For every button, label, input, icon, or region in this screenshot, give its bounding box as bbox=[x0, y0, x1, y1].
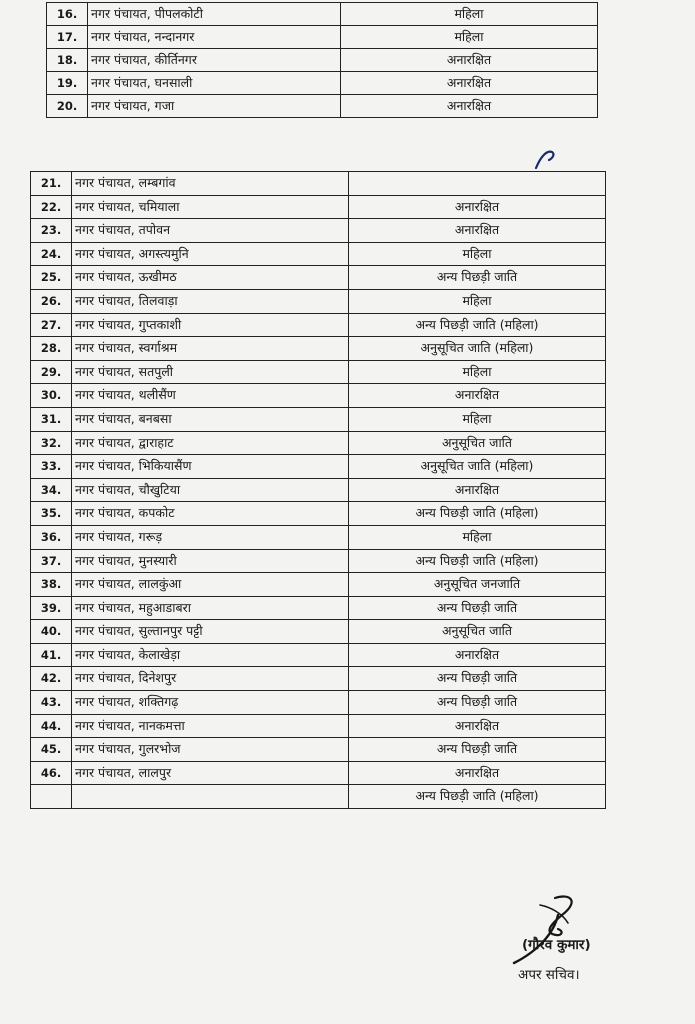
nagar-panchayat-name: नगर पंचायत, नन्दानगर bbox=[88, 26, 341, 49]
nagar-panchayat-name: नगर पंचायत, लालपुर bbox=[72, 761, 349, 785]
table-row bbox=[31, 643, 606, 667]
reservation-status: अनारक्षित bbox=[349, 384, 606, 408]
table-row bbox=[31, 266, 606, 290]
serial-number: 20. bbox=[47, 95, 88, 118]
table-row bbox=[31, 195, 606, 219]
nagar-panchayat-name: नगर पंचायत, गुलरभोज bbox=[72, 738, 349, 762]
table-row bbox=[31, 667, 606, 691]
nagar-panchayat-name: नगर पंचायत, लम्बगांव bbox=[72, 172, 349, 196]
nagar-panchayat-name: नगर पंचायत, चौखुटिया bbox=[72, 478, 349, 502]
table-row bbox=[31, 549, 606, 573]
reservation-status: अनुसूचित जाति bbox=[349, 620, 606, 644]
nagar-panchayat-name: नगर पंचायत, गरूड़ bbox=[72, 525, 349, 549]
serial-number: 39. bbox=[31, 596, 72, 620]
table-row bbox=[31, 502, 606, 526]
nagar-panchayat-name: नगर पंचायत, बनबसा bbox=[72, 407, 349, 431]
serial-number: 33. bbox=[31, 455, 72, 479]
table-row bbox=[47, 49, 598, 72]
nagar-panchayat-name: नगर पंचायत, थलीसैंण bbox=[72, 384, 349, 408]
table-row bbox=[47, 26, 598, 49]
reservation-status: अन्य पिछड़ी जाति (महिला) bbox=[349, 785, 606, 809]
nagar-panchayat-name bbox=[72, 785, 349, 809]
table-row bbox=[31, 219, 606, 243]
nagar-panchayat-name: नगर पंचायत, भिकियासैंण bbox=[72, 455, 349, 479]
reservation-status: अन्य पिछड़ी जाति bbox=[349, 691, 606, 715]
reservation-status: अनारक्षित bbox=[349, 195, 606, 219]
nagar-panchayat-name: नगर पंचायत, सुल्तानपुर पट्टी bbox=[72, 620, 349, 644]
serial-number: 28. bbox=[31, 337, 72, 361]
serial-number: 30. bbox=[31, 384, 72, 408]
serial-number: 17. bbox=[47, 26, 88, 49]
nagar-panchayat-name: नगर पंचायत, पीपलकोटी bbox=[88, 3, 341, 26]
table-row bbox=[31, 455, 606, 479]
table-row bbox=[31, 407, 606, 431]
nagar-panchayat-name: नगर पंचायत, ऊखीमठ bbox=[72, 266, 349, 290]
table-row bbox=[31, 313, 606, 337]
nagar-panchayat-name: नगर पंचायत, कपकोट bbox=[72, 502, 349, 526]
serial-number: 46. bbox=[31, 761, 72, 785]
nagar-panchayat-name: नगर पंचायत, द्वाराहाट bbox=[72, 431, 349, 455]
reservation-status: अनारक्षित bbox=[349, 219, 606, 243]
serial-number: 16. bbox=[47, 3, 88, 26]
serial-number: 40. bbox=[31, 620, 72, 644]
serial-number: 18. bbox=[47, 49, 88, 72]
reservation-status: अनुसूचित जाति (महिला) bbox=[349, 455, 606, 479]
table-row bbox=[47, 95, 598, 118]
nagar-panchayat-name: नगर पंचायत, कीर्तिनगर bbox=[88, 49, 341, 72]
nagar-panchayat-name: नगर पंचायत, अगस्त्यमुनि bbox=[72, 242, 349, 266]
table-row bbox=[31, 384, 606, 408]
nagar-panchayat-name: नगर पंचायत, केलाखेड़ा bbox=[72, 643, 349, 667]
serial-number: 45. bbox=[31, 738, 72, 762]
nagar-panchayat-name: नगर पंचायत, तपोवन bbox=[72, 219, 349, 243]
table-row bbox=[31, 337, 606, 361]
serial-number: 25. bbox=[31, 266, 72, 290]
reservation-status: अन्य पिछड़ी जाति bbox=[349, 738, 606, 762]
reservation-table-part-2 bbox=[30, 171, 606, 809]
reservation-status: महिला bbox=[341, 26, 598, 49]
table-row bbox=[31, 289, 606, 313]
serial-number: 36. bbox=[31, 525, 72, 549]
nagar-panchayat-name: नगर पंचायत, मुनस्यारी bbox=[72, 549, 349, 573]
signatory-name: (गौरव कुमार) bbox=[522, 937, 591, 953]
serial-number: 41. bbox=[31, 643, 72, 667]
table-row bbox=[47, 72, 598, 95]
reservation-status: अन्य पिछड़ी जाति (महिला) bbox=[349, 502, 606, 526]
nagar-panchayat-name: नगर पंचायत, गुप्तकाशी bbox=[72, 313, 349, 337]
reservation-status: अनारक्षित bbox=[349, 478, 606, 502]
nagar-panchayat-name: नगर पंचायत, लालकुंआ bbox=[72, 573, 349, 597]
table-row bbox=[47, 3, 598, 26]
serial-number: 22. bbox=[31, 195, 72, 219]
nagar-panchayat-name: नगर पंचायत, स्वर्गाश्रम bbox=[72, 337, 349, 361]
reservation-status: महिला bbox=[349, 242, 606, 266]
table-row bbox=[31, 431, 606, 455]
nagar-panchayat-name: नगर पंचायत, सतपुली bbox=[72, 360, 349, 384]
reservation-status: अन्य पिछड़ी जाति (महिला) bbox=[349, 549, 606, 573]
reservation-status: महिला bbox=[349, 289, 606, 313]
table-row bbox=[31, 242, 606, 266]
serial-number: 37. bbox=[31, 549, 72, 573]
table-row bbox=[31, 596, 606, 620]
table-row bbox=[31, 360, 606, 384]
reservation-status: अन्य पिछड़ी जाति bbox=[349, 667, 606, 691]
signature-block bbox=[470, 893, 680, 1003]
serial-number: 24. bbox=[31, 242, 72, 266]
nagar-panchayat-name: नगर पंचायत, महुआडाबरा bbox=[72, 596, 349, 620]
table-row bbox=[31, 525, 606, 549]
serial-number: 35. bbox=[31, 502, 72, 526]
table-row bbox=[31, 620, 606, 644]
reservation-status: अनुसूचित जाति bbox=[349, 431, 606, 455]
reservation-status bbox=[349, 172, 606, 196]
nagar-panchayat-name: नगर पंचायत, नानकमत्ता bbox=[72, 714, 349, 738]
table-row bbox=[31, 785, 606, 809]
reservation-status: अन्य पिछड़ी जाति (महिला) bbox=[349, 313, 606, 337]
reservation-status: अनुसूचित जाति (महिला) bbox=[349, 337, 606, 361]
table-row bbox=[31, 761, 606, 785]
serial-number: 23. bbox=[31, 219, 72, 243]
nagar-panchayat-name: नगर पंचायत, शक्तिगढ़ bbox=[72, 691, 349, 715]
reservation-status: अनारक्षित bbox=[349, 761, 606, 785]
serial-number bbox=[31, 785, 72, 809]
serial-number: 21. bbox=[31, 172, 72, 196]
signatory-designation: अपर सचिव। bbox=[518, 967, 580, 983]
serial-number: 44. bbox=[31, 714, 72, 738]
serial-number: 31. bbox=[31, 407, 72, 431]
serial-number: 19. bbox=[47, 72, 88, 95]
table-row bbox=[31, 573, 606, 597]
reservation-status: महिला bbox=[341, 3, 598, 26]
table-row bbox=[31, 714, 606, 738]
nagar-panchayat-name: नगर पंचायत, तिलवाड़ा bbox=[72, 289, 349, 313]
serial-number: 38. bbox=[31, 573, 72, 597]
serial-number: 27. bbox=[31, 313, 72, 337]
reservation-status: अनारक्षित bbox=[341, 95, 598, 118]
reservation-status: महिला bbox=[349, 360, 606, 384]
table-row bbox=[31, 691, 606, 715]
table-row bbox=[31, 738, 606, 762]
reservation-status: अन्य पिछड़ी जाति bbox=[349, 596, 606, 620]
serial-number: 32. bbox=[31, 431, 72, 455]
table-row bbox=[31, 172, 606, 196]
serial-number: 34. bbox=[31, 478, 72, 502]
reservation-status: अनारक्षित bbox=[349, 643, 606, 667]
reservation-status: महिला bbox=[349, 525, 606, 549]
nagar-panchayat-name: नगर पंचायत, दिनेशपुर bbox=[72, 667, 349, 691]
serial-number: 29. bbox=[31, 360, 72, 384]
table-row bbox=[31, 478, 606, 502]
reservation-status: अनारक्षित bbox=[349, 714, 606, 738]
serial-number: 43. bbox=[31, 691, 72, 715]
nagar-panchayat-name: नगर पंचायत, चमियाला bbox=[72, 195, 349, 219]
serial-number: 26. bbox=[31, 289, 72, 313]
nagar-panchayat-name: नगर पंचायत, घनसाली bbox=[88, 72, 341, 95]
reservation-status: महिला bbox=[349, 407, 606, 431]
reservation-status: अनारक्षित bbox=[341, 72, 598, 95]
signature-scribble-icon bbox=[500, 893, 620, 968]
serial-number: 42. bbox=[31, 667, 72, 691]
pen-mark-icon bbox=[533, 148, 557, 172]
reservation-status: अनुसूचित जनजाति bbox=[349, 573, 606, 597]
reservation-status: अनारक्षित bbox=[341, 49, 598, 72]
reservation-status: अन्य पिछड़ी जाति bbox=[349, 266, 606, 290]
nagar-panchayat-name: नगर पंचायत, गजा bbox=[88, 95, 341, 118]
reservation-table-part-1 bbox=[46, 2, 598, 118]
